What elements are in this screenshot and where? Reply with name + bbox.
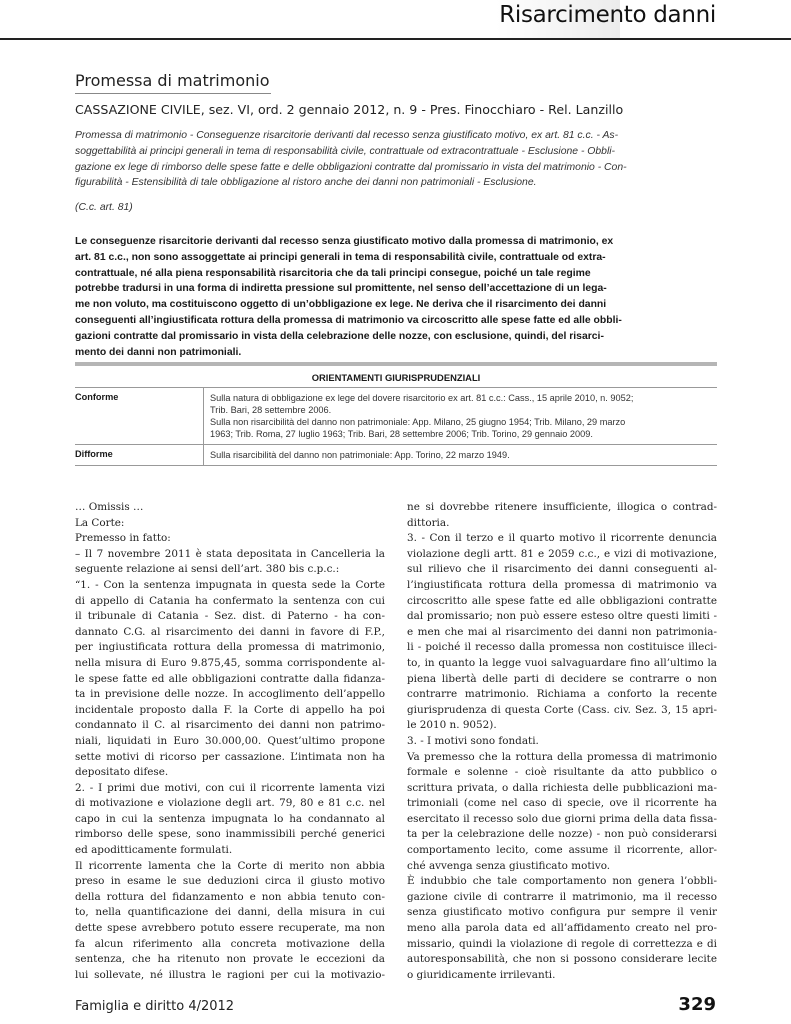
body-line: … Omissis … <box>75 501 144 513</box>
body-line: violazione degli artt. 81 e 2059 c.c., e vizi di motivazione, <box>407 547 717 560</box>
body-line: di appello di Catania ha confermato la sentenza con cui <box>75 594 385 607</box>
body-line: ta in previsione delle nozze. In accoglimento dell’appello <box>75 688 385 701</box>
body-line: incidentale proposto dalla F. la Corte di appello ha poi <box>75 703 385 716</box>
abstract-line: gazione ex lege di rimborso delle spese fatte e delle obbligazioni contratte dal promissario in vista del matrimonio - Con- <box>75 161 627 173</box>
abstract-reference: (C.c. art. 81) <box>75 202 133 214</box>
body-line: condannato il C. al risarcimento dei danni non patrimo- <box>75 719 385 732</box>
orientamenti-heading: ORIENTAMENTI GIURISPRUDENZIALI <box>311 372 481 383</box>
orientamenti-line: Sulla non risarcibilità del danno non patrimoniale: App. Milano, 25 giugno 1954; Trib. Milano, 29 marzo <box>210 417 626 427</box>
body-line: gazione civile di contrarre il matrimonio, ma il recesso <box>407 890 717 903</box>
body-line: dannato C.G. al risarcimento dei danni in favore di F.P., <box>75 625 385 638</box>
section-title: Promessa di matrimonio <box>75 71 270 90</box>
body-line: sul rilievo che il risarcimento dei danni conseguenti al- <box>407 563 717 576</box>
case-title: CASSAZIONE CIVILE, sez. VI, ord. 2 gennaio 2012, n. 9 - Pres. Finocchiaro - Rel. Lanzillo <box>75 102 624 117</box>
maxim-line: potrebbe tradursi in una forma di indiretta pressione sul promittente, nel senso dell’accettazione di un lega- <box>75 283 607 295</box>
body-line: to, in quanto la legge vuoi salvaguardare fino all’ultimo la <box>407 656 717 669</box>
body-line: o giuridicamente irrilevanti. <box>407 968 556 981</box>
body-line: nella misura di Euro 9.875,45, somma corrispondente al- <box>75 656 385 669</box>
body-line: senza giustificato motivo configura pur sempre il venir <box>407 906 717 919</box>
body-line: ed apoditticamente formulati. <box>75 844 233 857</box>
body-line: sentenza, che ha ritenuto non provate le eccezioni da <box>75 953 385 966</box>
body-line: – Il 7 novembre 2011 è stata depositata in Cancelleria la <box>75 547 385 560</box>
body-line: piena libertà delle parti di decidere se contrarre o non <box>407 672 717 685</box>
orientamenti-line: Sulla risarcibilità del danno non patrimoniale: App. Torino, 22 marzo 1949. <box>210 450 510 460</box>
maxim <box>75 234 717 360</box>
body-line: formale e solenne - cioè risultante da atto pubblico o <box>407 766 717 779</box>
page-number: 329 <box>678 994 716 1015</box>
body-line: capo in cui la sentenza impugnata lo ha condannato al <box>75 812 385 825</box>
body-line: Va premesso che la rottura della promessa di matrimonio <box>407 750 717 763</box>
body-line: 2. - I primi due motivi, con cui il ricorrente lamenta vizi <box>75 781 385 794</box>
section-rule <box>75 93 271 94</box>
body-line: lui sollevate, né illustra le ragioni per cui la motivazio- <box>75 968 385 981</box>
body-line: to, nella quantificazione dei danni, della misura in cui <box>75 906 385 919</box>
body-line: scrittura privata, o dalla richiesta delle pubblicazioni ma- <box>407 781 717 794</box>
body-line: comportamento lecito, come assume il ricorrente, allor- <box>407 844 717 857</box>
maxim-line: Le conseguenze risarcitorie derivanti dal recesso senza giustificato motivo dalla promessa di matrimonio, ex <box>75 236 614 247</box>
body-line: trimoniali (come nel caso di specie, ove il ricorrente ha <box>407 797 717 810</box>
orientamenti-line: 1963; Trib. Roma, 27 luglio 1963; Trib. Bari, 28 settembre 2006; Trib. Torino, 29 gennaio 2009. <box>210 429 593 439</box>
orientamenti-bottom-rule <box>75 465 717 466</box>
body-line: dette spese avrebbero potuto essere recuperate, ma non <box>75 922 385 935</box>
body-line: preso in esame le sue deduzioni circa il giusto motivo <box>75 875 385 888</box>
body-line: ta per la celebrazione delle nozze) - non può considerarsi <box>407 828 717 841</box>
body-line: dal promissario; non può essere esteso oltre questi limiti - <box>407 610 717 623</box>
orientamenti-row <box>75 387 717 444</box>
body-line: depositato difese. <box>75 766 169 779</box>
body-line: fa alcun riferimento alla concreta motivazione della <box>75 937 385 950</box>
footer-journal: Famiglia e diritto 4/2012 <box>75 999 235 1014</box>
abstract <box>75 128 717 216</box>
body-line: le spese fatte ed alle obbligazioni contratte dalla fidanza- <box>75 672 385 685</box>
body-line: seguente relazione ai sensi dell’art. 380 bis c.p.c.: <box>75 563 340 576</box>
maxim-line: contrattuale, né alla piena responsabilità risarcitoria che da tali principi consegue, poiché un tale regime <box>75 267 591 279</box>
orientamenti-content <box>203 388 717 444</box>
body-line: È indubbio che tale comportamento non genera l’obbli- <box>407 875 717 888</box>
abstract-line: Promessa di matrimonio - Conseguenze risarcitorie derivanti dal recesso senza giustificato motivo, ex art. 81 c.c. - As- <box>75 130 619 141</box>
header-rule <box>0 38 791 40</box>
body-line: le 2010 n. 9052). <box>407 719 497 732</box>
body-line: 3. - I motivi sono fondati. <box>407 734 539 747</box>
abstract-line: soggettabilità ai principi generali in tema di responsabilità civile, contrattuale od extracontrattuale - Esclusione - Obbli- <box>75 145 616 157</box>
body-line: l’ingiustificata rottura della promessa di matrimonio va <box>407 578 717 591</box>
body-line: di motivazione e violazione degli art. 79, 80 e 81 c.c. nel <box>75 797 385 810</box>
orientamenti-content <box>203 445 717 465</box>
maxim-line: me non voluto, ma costituiscono oggetto di un’obbligazione ex lege. Ne deriva che il risarcimento dei danni <box>75 299 607 311</box>
maxim-line: mento dei danni non patrimoniali. <box>75 346 242 358</box>
maxim-line: conseguenti all’ingiustificata rottura della promessa di matrimonio va circoscritto alle spese fatte ed alle obbli- <box>75 314 622 326</box>
body-line: sette motivi di ricorso per cassazione. L’intimata non ha <box>75 750 385 763</box>
body-line: “1. - Con la sentenza impugnata in questa sede la Corte <box>75 578 385 591</box>
body-line: dittoria. <box>407 516 450 529</box>
body-line: Il ricorrente lamenta che la Corte di merito non abbia <box>75 859 385 872</box>
body-line: rimborso delle spese, sono inammissibili perché generici <box>75 828 385 841</box>
body-line: esercitato il recesso solo due giorni prima della data fissa- <box>407 812 717 825</box>
maxim-line: art. 81 c.c., non sono assoggettate ai principi generali in tema di responsabilità civile, contrattuale od extra- <box>75 251 606 263</box>
body-column-right <box>407 500 717 983</box>
body-line: circoscritto alle spese fatte ed alle obbligazioni contratte <box>407 594 717 607</box>
body-line: missario, quindi la violazione di regole di correttezza e di <box>407 937 717 950</box>
body-line: ché avvenga senza giustificato motivo. <box>407 859 611 872</box>
orientamenti-label: Conforme <box>75 392 119 402</box>
body-column-left <box>75 500 385 983</box>
body-line: giurisprudenza di questa Corte (Cass. civ. Sez. 3, 15 apri- <box>407 703 717 716</box>
body-line: La Corte: <box>75 516 125 529</box>
maxim-line: gazioni contratte dal promissario in vista della celebrazione delle nozze, con esclusione, quindi, del risarci- <box>75 330 604 342</box>
body-line: della rottura del fidanzamento e non abbia tenuto con- <box>75 890 385 903</box>
body-line: 3. - Con il terzo e il quarto motivo il ricorrente denuncia <box>407 532 717 545</box>
body-line: il tribunale di Catania - Sez. dist. di Paterno - ha con- <box>75 610 385 623</box>
orientamenti-line: Trib. Bari, 28 settembre 2006. <box>210 405 332 415</box>
body-line: e men che mai al risarcimento dei danni non patrimonia- <box>407 625 717 638</box>
header-title: Risarcimento danni <box>499 2 716 28</box>
body-line: niali, liquidati in Euro 30.000,00. Quest’ultimo propone <box>75 734 385 747</box>
orientamenti-table <box>75 362 717 466</box>
orientamenti-label: Difforme <box>75 449 113 459</box>
abstract-line: figurabilità - Estensibilità di tale obbligazione al ristoro anche dei danni non patrimoniali - Esclusione. <box>75 177 537 189</box>
orientamenti-row <box>75 444 717 465</box>
body-line: contrarre matrimonio. Richiama a conforto la recente <box>407 688 717 701</box>
body-line: Premesso in fatto: <box>75 532 171 545</box>
body-line: li - poiché il recesso dalla promessa non costituisce illeci- <box>407 641 717 654</box>
body-line: ne si dovrebbe ritenere insufficiente, illogica o contrad- <box>407 501 717 513</box>
body-line: autoresponsabilità, che non si possono considerare lecite <box>407 953 717 966</box>
orientamenti-line: Sulla natura di obbligazione ex lege del dovere risarcitorio ex art. 81 c.c.: Cass., 15 aprile 2010, n. 9052; <box>210 393 634 403</box>
body-line: per ingiustificata rottura della promessa di matrimonio, <box>75 641 385 654</box>
body-line: meno alla parola data ed all’affidamento creato nel pro- <box>407 922 717 935</box>
